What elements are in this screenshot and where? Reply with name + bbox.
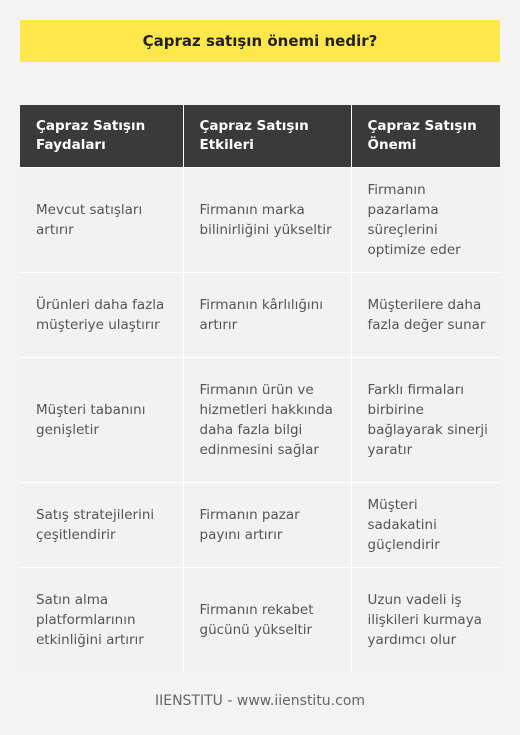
title-banner	[20, 20, 500, 62]
table-cell: Firmanın marka bilinirliğini yükseltir	[183, 168, 351, 273]
footer-credit: IIENSTITU - www.iienstitu.com	[154, 693, 366, 709]
table-row	[20, 168, 500, 273]
table-cell: Müşterilere daha fazla değer sunar	[351, 273, 500, 358]
column-header-importance: Çapraz Satışın Önemi	[351, 105, 500, 168]
table-cell: Müşteri sadakatini güçlendirir	[351, 483, 500, 568]
table-cell: Satış stratejilerini çeşitlendirir	[20, 483, 183, 568]
comparison-table	[20, 105, 500, 672]
table-row	[20, 483, 500, 568]
table-cell: Firmanın ürün ve hizmetleri hakkında daha fazla bilgi edinmesini sağlar	[183, 358, 351, 483]
table-cell: Firmanın pazarlama süreçlerini optimize eder	[351, 168, 500, 273]
column-header-effects: Çapraz Satışın Etkileri	[183, 105, 351, 168]
table-cell: Firmanın rekabet gücünü yükseltir	[183, 568, 351, 673]
table-row	[20, 358, 500, 483]
table-row	[20, 568, 500, 673]
table-cell: Satın alma platformlarının etkinliğini artırır	[20, 568, 183, 673]
table-header-row	[20, 105, 500, 168]
table-row	[20, 273, 500, 358]
table-cell: Müşteri tabanını genişletir	[20, 358, 183, 483]
table-cell: Farklı firmaları birbirine bağlayarak sinerji yaratır	[351, 358, 500, 483]
table-cell: Uzun vadeli iş ilişkileri kurmaya yardımcı olur	[351, 568, 500, 673]
table-cell: Ürünleri daha fazla müşteriye ulaştırır	[20, 273, 183, 358]
table-cell: Firmanın kârlılığını artırır	[183, 273, 351, 358]
column-header-benefits: Çapraz Satışın Faydaları	[20, 105, 183, 168]
table-cell: Mevcut satışları artırır	[20, 168, 183, 273]
table-cell: Firmanın pazar payını artırır	[183, 483, 351, 568]
page-title: Çapraz satışın önemi nedir?	[142, 32, 378, 50]
